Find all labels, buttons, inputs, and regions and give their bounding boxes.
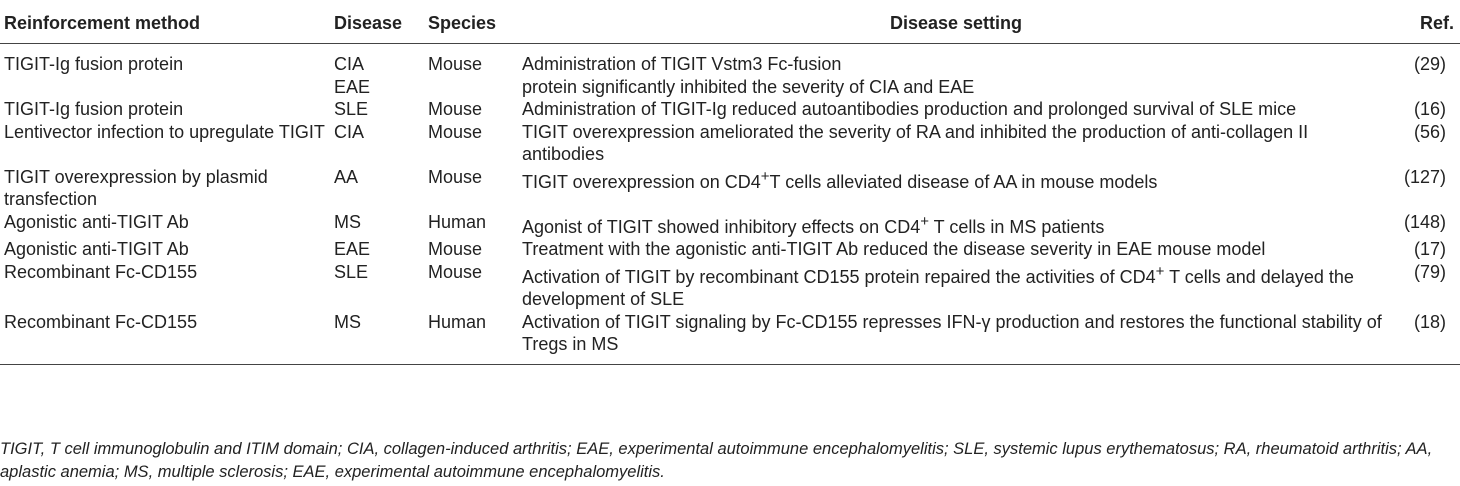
cell-ref: (16) — [1413, 99, 1446, 119]
cell-species: Mouse — [428, 166, 483, 187]
table-row — [0, 211, 1460, 239]
cell-method: TIGIT-Ig fusion protein — [4, 99, 184, 119]
cell-setting: Activation of TIGIT signaling by Fc-CD155 represses IFN-γ production and restores the functional stability of Tregs in MS — [518, 311, 1394, 365]
superscript-plus: + — [1155, 262, 1165, 280]
setting-line: protein significantly inhibited the severity of CIA and EAE — [522, 76, 975, 97]
setting-text: Agonist of TIGIT showed inhibitory effects on CD4 — [522, 216, 921, 237]
cell-setting: Administration of TIGIT-Ig reduced autoantibodies production and prolonged survival of SLE mice — [522, 99, 1297, 119]
cell-disease: SLE — [334, 261, 369, 282]
cell-species: Mouse — [428, 54, 483, 74]
cell-species: Human — [424, 311, 518, 365]
disease-line: EAE — [334, 76, 371, 97]
setting-line: Administration of TIGIT Vstm3 Fc-fusion — [522, 54, 842, 74]
header-ref: Ref. — [1394, 8, 1460, 44]
cell-species: Mouse — [428, 99, 483, 119]
setting-text: T cells in MS patients — [928, 216, 1105, 237]
cell-ref: (127) — [1403, 166, 1446, 187]
header-row — [0, 8, 1460, 44]
cell-method: TIGIT-Ig fusion protein — [4, 54, 184, 74]
cell-disease: CIA — [334, 121, 365, 142]
table-row — [0, 121, 1460, 166]
header-setting: Disease setting — [518, 8, 1394, 44]
cell-disease: EAE — [334, 239, 371, 259]
superscript-plus: + — [760, 167, 770, 185]
cell-species: Mouse — [428, 121, 483, 142]
header-method: Reinforcement method — [0, 8, 330, 44]
cell-disease: AA — [334, 166, 359, 187]
table-row — [0, 98, 1460, 121]
setting-text: T cells alleviated disease of AA in mouse models — [769, 171, 1158, 192]
cell-ref: (18) — [1394, 311, 1460, 365]
cell-setting — [518, 166, 1394, 211]
cell-setting — [518, 44, 1394, 99]
data-table — [0, 8, 1460, 365]
disease-line: CIA — [334, 54, 365, 74]
cell-setting — [518, 261, 1394, 311]
superscript-plus: + — [920, 212, 929, 230]
cell-method: Agonistic anti-TIGIT Ab — [4, 239, 189, 259]
table-row — [0, 166, 1460, 211]
table-row — [0, 261, 1460, 311]
cell-method: TIGIT overexpression by plasmid transfection — [4, 166, 268, 209]
table-footnote: TIGIT, T cell immunoglobulin and ITIM domain; CIA, collagen-induced arthritis; EAE, experimental autoimmune encephalomyelitis; SLE, systemic lupus erythematosus; RA, rheumatoid arthritis; AA, aplastic anemia; MS, multiple sclerosis; EAE, experimental autoimmune encephalomyelitis. — [0, 440, 1433, 481]
cell-species: Human — [428, 211, 487, 232]
cell-setting — [518, 211, 1394, 239]
cell-method: Recombinant Fc-CD155 — [4, 261, 198, 282]
cell-ref: (17) — [1413, 239, 1446, 259]
cell-setting: TIGIT overexpression ameliorated the severity of RA and inhibited the production of anti-collagen II antibodies — [522, 121, 1309, 164]
cell-ref: (148) — [1403, 211, 1446, 232]
setting-text: TIGIT overexpression on CD4 — [522, 171, 761, 192]
cell-disease: MS — [330, 311, 424, 365]
cell-species: Mouse — [428, 261, 483, 282]
cell-method: Agonistic anti-TIGIT Ab — [4, 211, 189, 232]
cell-setting: Treatment with the agonistic anti-TIGIT Ab reduced the disease severity in EAE mouse model — [522, 239, 1266, 259]
header-disease: Disease — [330, 8, 424, 44]
cell-disease — [330, 44, 424, 99]
cell-disease: SLE — [334, 99, 369, 119]
header-species: Species — [424, 8, 518, 44]
cell-method: Lentivector infection to upregulate TIGIT — [4, 121, 325, 142]
table-row — [0, 311, 1460, 365]
setting-text: T cells and delayed the development of SLE — [522, 266, 1354, 309]
cell-species: Mouse — [428, 239, 483, 259]
setting-text: Activation of TIGIT by recombinant CD155 protein repaired the activities of CD4 — [522, 266, 1156, 287]
table-row — [0, 238, 1460, 261]
cell-disease: MS — [334, 211, 361, 232]
cell-ref: (29) — [1413, 54, 1446, 74]
cell-ref: (56) — [1413, 121, 1446, 142]
cell-method: Recombinant Fc-CD155 — [0, 311, 330, 365]
table-row — [0, 44, 1460, 99]
cell-ref: (79) — [1413, 261, 1446, 282]
